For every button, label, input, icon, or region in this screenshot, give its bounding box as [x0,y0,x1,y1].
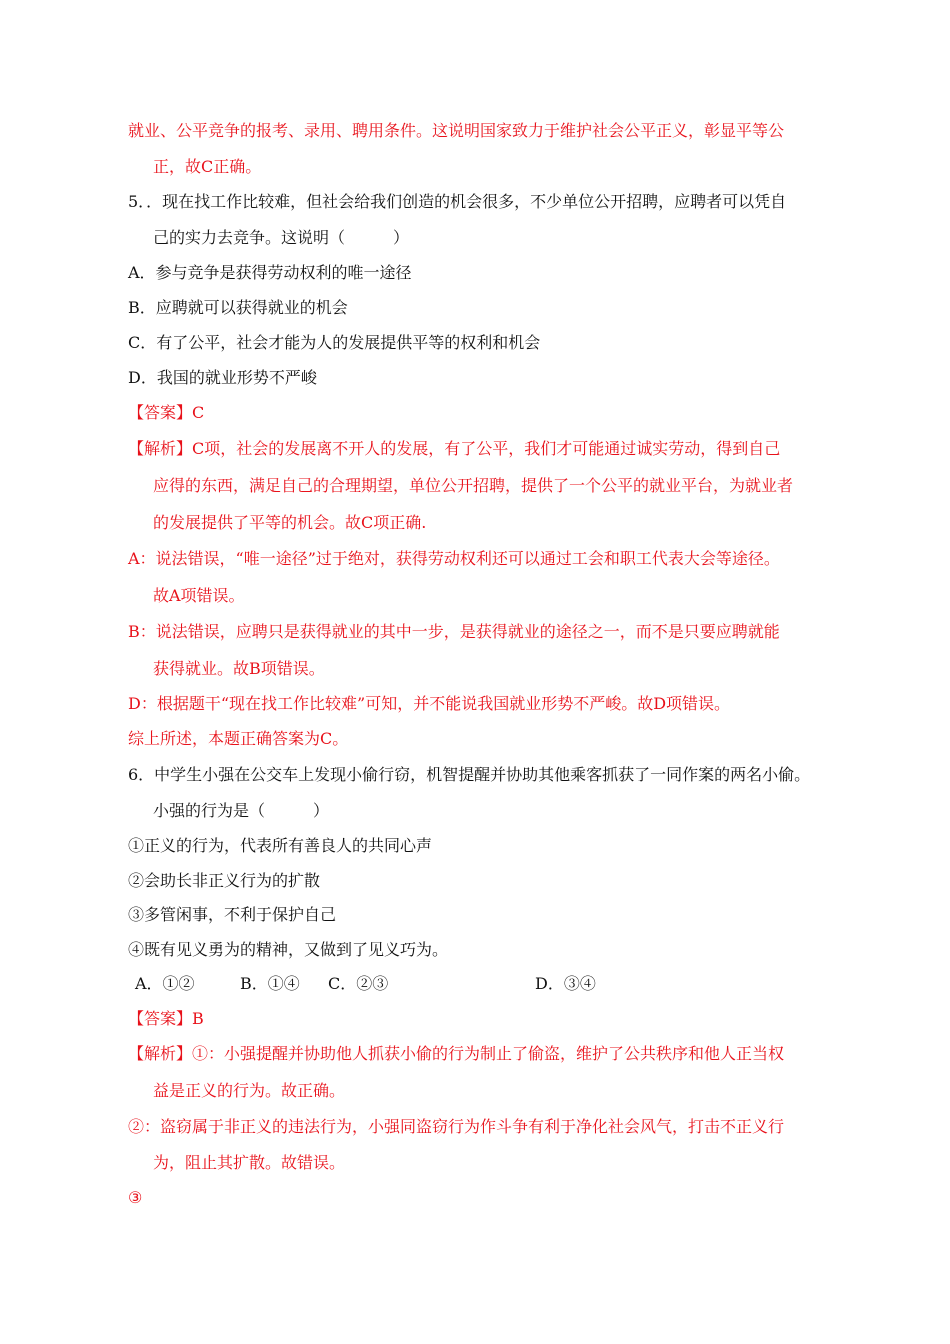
analysis-line: 【解析】C项，社会的发展离不开人的发展，有了公平，我们才可能通过诚实劳动，得到自己 [128,439,781,458]
conclusion-line: 综上所述，本题正确答案为C。 [128,729,349,748]
analysis-line: 的发展提供了平等的机会。故C项正确. [153,513,427,532]
option-d: D．我国的就业形势不严峻 [128,368,317,387]
analysis-line: ③ [128,1188,143,1207]
question-5-stem: 己的实力去竞争。这说明（ ） [153,228,410,247]
option-a: A．参与竞争是获得劳动权利的唯一途径 [128,263,412,282]
analysis-line: 为，阻止其扩散。故错误。 [153,1153,346,1172]
question-5-stem: 5．．现在找工作比较难，但社会给我们创造的机会很多，不少单位公开招聘，应聘者可以凭自 [128,192,787,211]
question-6-stem: 小强的行为是（ ） [153,801,330,820]
analysis-line: 获得就业。故B项错误。 [153,659,325,678]
question-6-stem: 6．中学生小强在公交车上发现小偷行窃，机智提醒并协助其他乘客抓获了一同作案的两名小偷。 [128,765,811,784]
option-c: C．有了公平，社会才能为人的发展提供平等的权利和机会 [128,333,541,352]
analysis-line: 益是正义的行为。故正确。 [153,1081,346,1100]
option-c: C．②③ [328,974,389,993]
statement-1: ①正义的行为，代表所有善良人的共同心声 [128,836,433,855]
statement-3: ③多管闲事，不利于保护自己 [128,905,337,924]
text-line: 正，故C正确。 [153,157,262,176]
option-b: B．应聘就可以获得就业的机会 [128,298,348,317]
answer-label: 【答案】B [128,1009,204,1028]
answer-label: 【答案】C [128,403,205,422]
statement-4: ④既有见义勇为的精神，又做到了见义巧为。 [128,940,449,959]
text-line: 就业、公平竞争的报考、录用、聘用条件。这说明国家致力于维护社会公平正义，彰显平等公 [128,121,785,140]
option-b: B．①④ [240,974,300,993]
analysis-line: 应得的东西，满足自己的合理期望，单位公开招聘，提供了一个公平的就业平台，为就业者 [153,476,794,495]
analysis-line: ②：盗窃属于非正义的违法行为，小强同盗窃行为作斗争有利于净化社会风气，打击不正义行 [128,1117,785,1136]
analysis-line: 【解析】①：小强提醒并协助他人抓获小偷的行为制止了偷盗，维护了公共秩序和他人正当权 [128,1044,785,1063]
analysis-line: D：根据题干“现在找工作比较难”可知，并不能说我国就业形势不严峻。故D项错误。 [128,694,731,713]
analysis-line: A：说法错误，“唯一途径”过于绝对，获得劳动权利还可以通过工会和职工代表大会等途径。 [128,549,780,568]
statement-2: ②会助长非正义行为的扩散 [128,871,321,890]
option-a: A．①② [135,974,195,993]
option-d: D．③④ [535,974,596,993]
analysis-line: 故A项错误。 [153,586,245,605]
analysis-line: B：说法错误，应聘只是获得就业的其中一步，是获得就业的途径之一，而不是只要应聘就能 [128,622,780,641]
